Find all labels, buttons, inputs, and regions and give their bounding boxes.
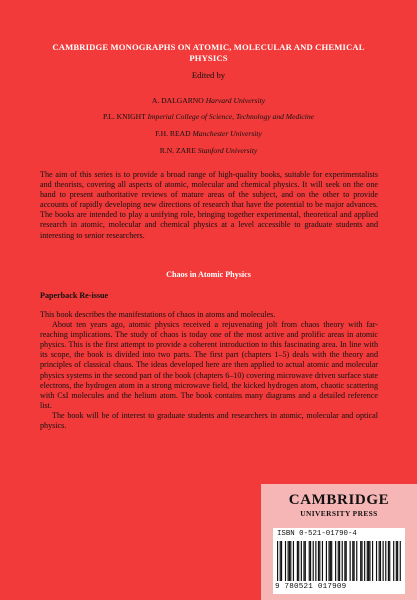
editor-institution: Stanford University <box>197 146 258 155</box>
publisher-panel <box>261 484 417 600</box>
barcode-number: 9 780521 017909 <box>275 583 347 591</box>
isbn-label: ISBN 0-521-01790-4 <box>277 530 357 538</box>
editor-name: R.N. ZARE <box>159 146 196 155</box>
description-paragraph: This book describes the manifestations of chaos in atoms and molecules. <box>40 310 276 319</box>
edited-by-label: Edited by <box>191 70 226 80</box>
editor-line <box>0 129 417 138</box>
editor-line <box>0 96 417 105</box>
description-paragraph: About ten years ago, atomic physics received a rejuvenating jolt from chaos theory with far-reaching implications. The study of chaos is today one of the most active and prolific areas in atomic physics. This is the first attempt to provide a coherent introduction to this fascinating area. In line with its scope, the book is divided into two parts. The first part (chapters 1–5) deals with the theory and principles of classical chaos. The ideas developed here are then applied to actual atomic and molecular physics systems in the second part of the book (chapters 6–10) covering microwave driven surface state electrons, the hydrogen atom in a strong microwave field, the kicked hydrogen atom, chaotic scattering with CsI molecules and the helium atom. The book contains many diagrams and a detailed reference list. <box>40 320 378 410</box>
publisher-logo-subtitle: UNIVERSITY PRESS <box>300 509 378 518</box>
series-aim-paragraph: The aim of this series is to provide a broad range of high-quality books, suitable for experimentalists and theorists, covering all aspects of atomic, molecular and chemical physics. It will seek on the one hand to present authoritative reviews of mature areas of the subject, and on the other to provide accounts of rapidly developing new directions of research that have the potential to be major advances. The books are intended to play a unifying role, bringing together experimental, theoretical and applied research in atomic, molecular and chemical physics at a level accessible to graduate students and interesting to senior researchers. <box>40 170 378 240</box>
editor-institution: Imperial College of Science, Technology and Medicine <box>147 112 315 121</box>
editor-name: P.L. KNIGHT <box>102 112 146 121</box>
description-paragraph: The book will be of interest to graduate students and researchers in atomic, molecular and optical physics. <box>40 410 378 431</box>
editor-name: A. DALGARNO <box>151 96 204 105</box>
edition-note: Paperback Re-issue <box>40 291 109 300</box>
editor-name: F.H. READ <box>155 129 191 138</box>
book-title: Chaos in Atomic Physics <box>166 270 251 279</box>
editor-institution: Harvard University <box>205 96 266 105</box>
series-title: CAMBRIDGE MONOGRAPHS ON ATOMIC, MOLECULAR AND CHEMICAL PHYSICS <box>52 42 365 63</box>
publisher-logo-name: CAMBRIDGE <box>288 492 390 508</box>
barcode-graphic <box>277 541 401 581</box>
barcode-panel <box>273 528 405 594</box>
editor-line <box>0 112 417 121</box>
editor-institution: Manchester University <box>192 129 262 138</box>
editor-line <box>0 146 417 155</box>
book-description <box>40 310 378 431</box>
